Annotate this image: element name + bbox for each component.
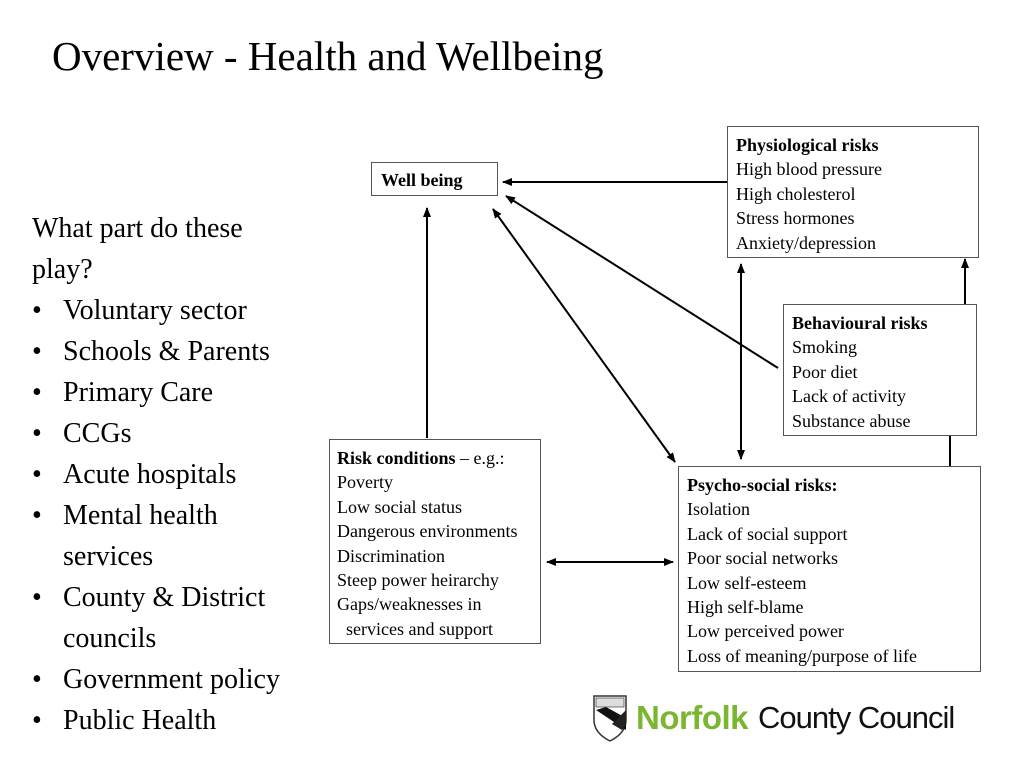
box-item: Isolation bbox=[687, 499, 750, 520]
intro-question: What part do these play? bbox=[32, 213, 243, 285]
logo-brand: Norfolk bbox=[636, 699, 748, 736]
bullet-item: • Government policy bbox=[32, 659, 323, 700]
box-item: Gaps/weaknesses in bbox=[337, 594, 482, 615]
well-being-label: Well being bbox=[381, 170, 463, 190]
well-being-box bbox=[371, 162, 498, 196]
arrow-wellbeing-psychosocial bbox=[493, 209, 675, 462]
bullet-item: • Schools & Parents bbox=[32, 331, 323, 372]
box-item: Low self-esteem bbox=[687, 572, 807, 593]
behavioural-risks-box bbox=[783, 304, 977, 436]
box-item: Low perceived power bbox=[687, 621, 844, 642]
bullet-item: • Voluntary sector bbox=[32, 290, 323, 331]
risk-conditions-box bbox=[329, 439, 541, 644]
box-item: Discrimination bbox=[337, 545, 445, 566]
bullet-item: • Mental health services bbox=[32, 495, 283, 577]
box-item: Poor diet bbox=[792, 361, 858, 382]
box-item: High blood pressure bbox=[736, 159, 882, 180]
physiological-risks-box bbox=[727, 126, 979, 258]
psycho-social-risks-box bbox=[678, 466, 981, 672]
box-item: Lack of activity bbox=[792, 386, 906, 407]
box-heading: Psycho-social risks: bbox=[687, 475, 838, 495]
box-heading-suffix: – e.g.: bbox=[455, 448, 505, 468]
box-item: services and support bbox=[337, 618, 493, 639]
box-item: Lack of social support bbox=[687, 523, 848, 544]
box-item: Low social status bbox=[337, 496, 462, 517]
box-item: Smoking bbox=[792, 337, 858, 358]
box-item: Loss of meaning/purpose of life bbox=[687, 645, 917, 666]
logo-text: County Council bbox=[758, 700, 955, 735]
box-heading: Risk conditions bbox=[337, 448, 456, 468]
box-item: Dangerous environments bbox=[337, 521, 518, 542]
box-item: Poor social networks bbox=[687, 548, 838, 569]
box-item: High self-blame bbox=[687, 597, 804, 618]
page-title: Overview - Health and Wellbeing bbox=[52, 33, 604, 79]
box-item: Stress hormones bbox=[736, 208, 855, 229]
norfolk-county-council-logo bbox=[592, 694, 954, 742]
bullet-item: • Public Health bbox=[32, 700, 323, 741]
box-item: Steep power heirarchy bbox=[337, 570, 499, 591]
bullet-item: • CCGs bbox=[32, 413, 323, 454]
bullet-item: • Primary Care bbox=[32, 372, 323, 413]
box-item: Poverty bbox=[337, 472, 393, 493]
box-item: Substance abuse bbox=[792, 410, 911, 431]
bullet-item: • Acute hospitals bbox=[32, 454, 323, 495]
bullet-item: • County & District councils bbox=[32, 577, 323, 659]
shield-crest-icon bbox=[592, 694, 628, 742]
box-heading: Behavioural risks bbox=[792, 313, 928, 333]
box-item: High cholesterol bbox=[736, 183, 856, 204]
box-heading: Physiological risks bbox=[736, 135, 879, 155]
box-item: Anxiety/depression bbox=[736, 232, 876, 253]
